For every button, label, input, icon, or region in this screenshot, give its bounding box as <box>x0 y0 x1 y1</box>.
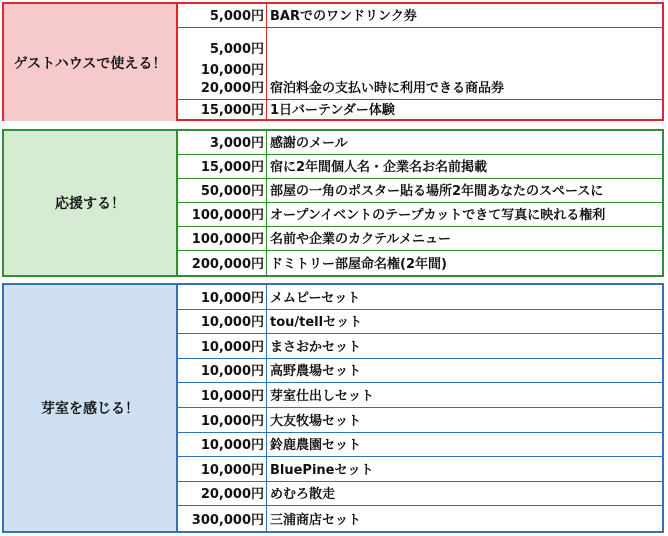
reward-description: 宿に2年間個人名・企業名お名前掲載 <box>267 155 662 179</box>
reward-description: 高野農場セット <box>267 359 662 384</box>
price-cell-multi <box>178 28 267 100</box>
reward-description: 鈴鹿農園セット <box>267 433 662 458</box>
reward-description: めむろ散走 <box>267 482 662 507</box>
price-cell: 10,000円 <box>178 383 267 408</box>
price-cell: 10,000円 <box>178 408 267 433</box>
price-value: 5,000円 <box>209 42 264 57</box>
price-cell: 10,000円 <box>178 433 267 458</box>
memuro-rewards-group <box>2 283 664 533</box>
price-cell: 100,000円 <box>178 227 267 251</box>
price-cell: 10,000円 <box>178 285 267 310</box>
price-cell: 10,000円 <box>178 334 267 359</box>
category-label: ゲストハウスで使える！ <box>4 4 178 121</box>
reward-description: 1日バーテンダー体験 <box>270 103 395 118</box>
price-cell: 3,000円 <box>178 131 267 155</box>
price-cell: 100,000円 <box>178 203 267 227</box>
price-cell: 10,000円 <box>178 310 267 335</box>
price-cell: 10,000円 <box>178 359 267 384</box>
category-label: 応援する！ <box>4 131 178 275</box>
price-cell: 50,000円 <box>178 179 267 203</box>
reward-description: 感謝のメール <box>267 131 662 155</box>
reward-description: オープンイベントのテープカットできて写真に映れる権利 <box>267 203 662 227</box>
reward-description: BluePineセット <box>267 457 662 482</box>
price-cell: 20,000円 <box>178 482 267 507</box>
support-rewards-group <box>2 129 664 277</box>
price-cell: 15,000円 <box>178 100 267 121</box>
reward-description: メムピーセット <box>267 285 662 310</box>
reward-description: tou/tellセット <box>267 310 662 335</box>
guesthouse-rewards-group <box>2 2 664 121</box>
price-value: 20,000円 <box>200 81 264 96</box>
reward-description: 芽室仕出しセット <box>267 383 662 408</box>
price-cell: 10,000円 <box>178 457 267 482</box>
price-cell: 5,000円 <box>178 4 267 28</box>
price-value: 10,000円 <box>200 63 264 78</box>
price-cell: 200,000円 <box>178 251 267 275</box>
reward-description: ドミトリー部屋命名権(2年間) <box>270 257 447 272</box>
reward-description: 部屋の一角のポスター貼る場所2年間あなたのスペースに <box>267 179 662 203</box>
category-label: 芽室を感じる！ <box>4 285 178 531</box>
reward-description: 三浦商店セット <box>270 513 362 528</box>
reward-description: まさおかセット <box>267 334 662 359</box>
reward-description: 名前や企業のカクテルメニュー <box>267 227 662 251</box>
price-cell: 300,000円 <box>178 506 267 531</box>
reward-description: 宿泊料金の支払い時に利用できる商品券 <box>267 28 662 100</box>
reward-description: BARでのワンドリンク券 <box>267 4 662 28</box>
reward-description: 大友牧場セット <box>267 408 662 433</box>
price-cell: 15,000円 <box>178 155 267 179</box>
